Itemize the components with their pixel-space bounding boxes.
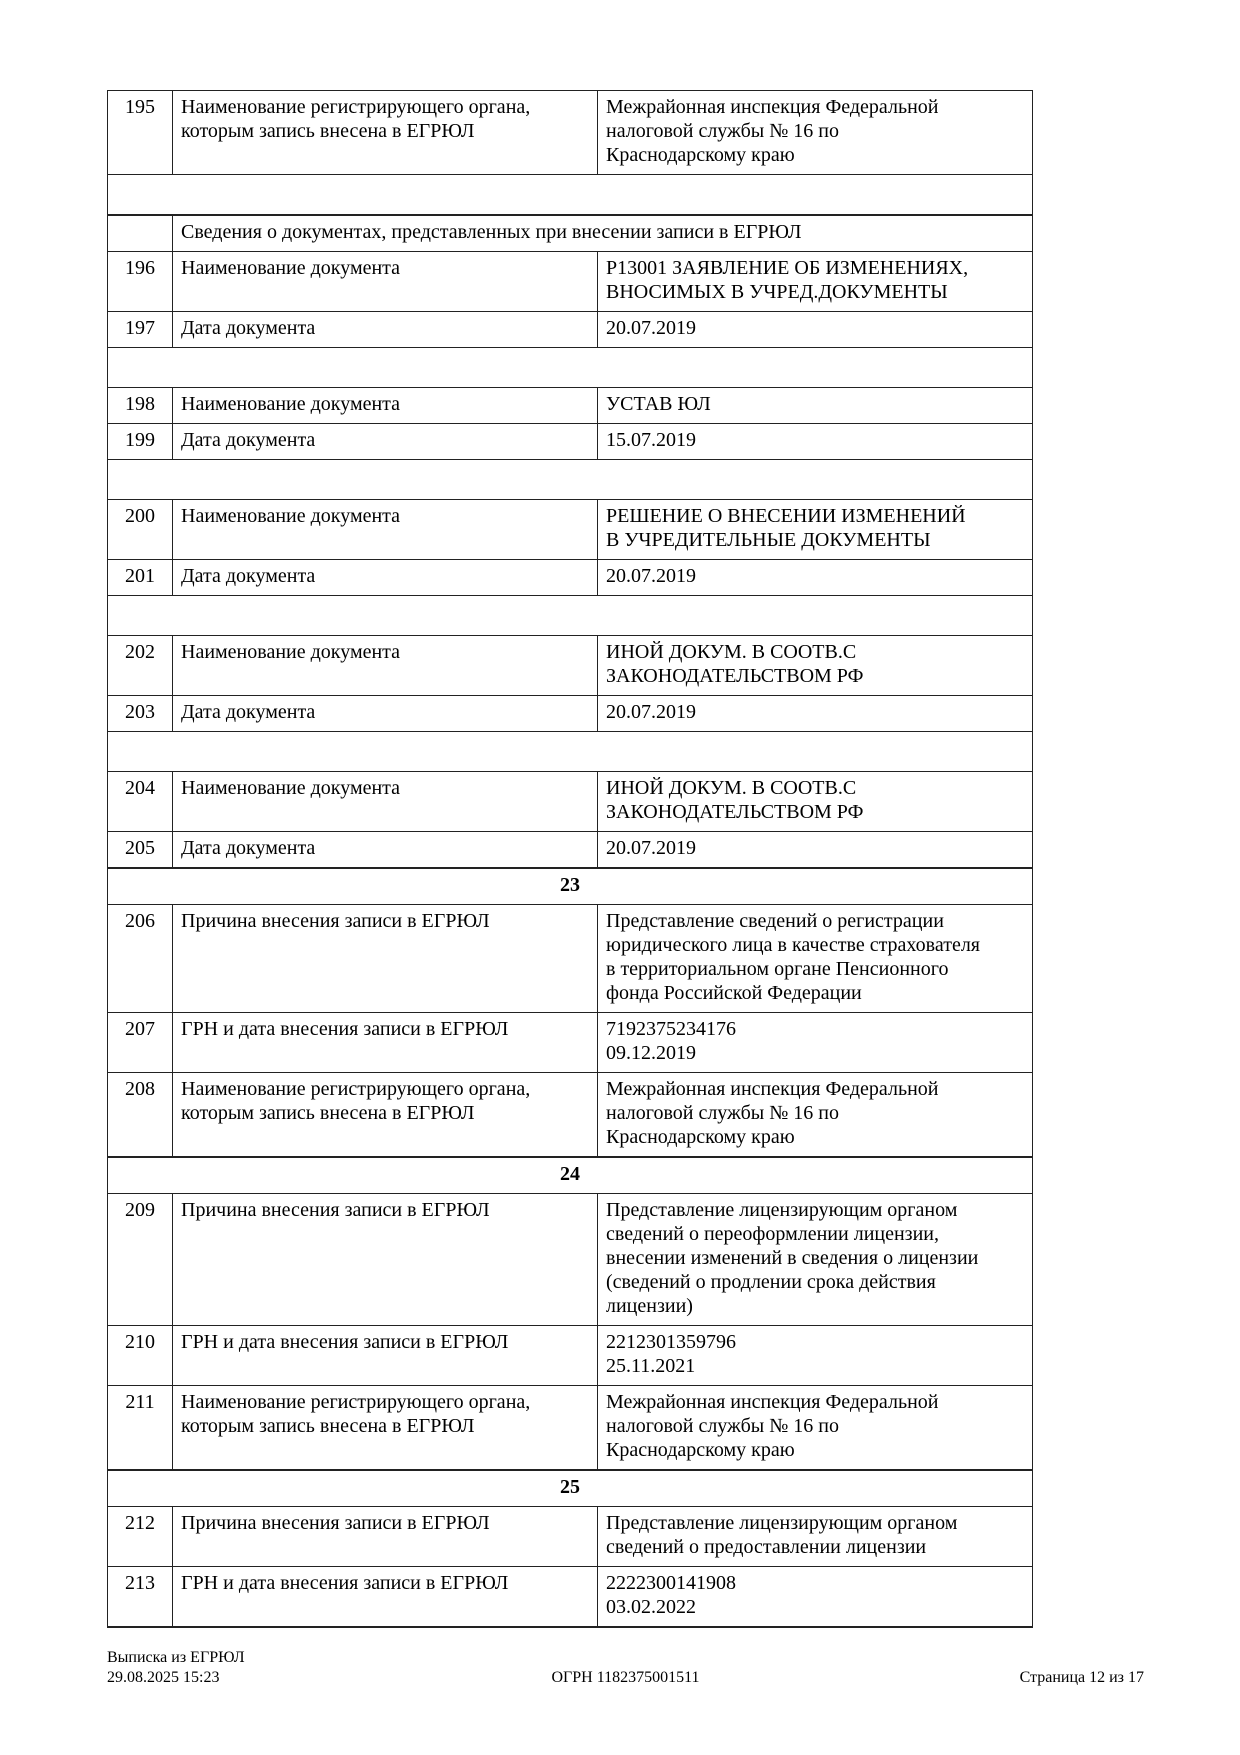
text-line: 25.11.2021 [606,1355,696,1377]
footer-datetime: 29.08.2025 15:23 [107,1669,220,1686]
text-line: Причина внесения записи в ЕГРЮЛ [181,1199,490,1221]
table-row [108,312,1033,348]
text-line: Причина внесения записи в ЕГРЮЛ [181,1512,490,1534]
text-line: 23 [560,874,580,896]
record-group-number-row [108,868,1033,905]
text-line: ЗАКОНОДАТЕЛЬСТВОМ РФ [606,665,864,687]
row-value-cell [598,1073,1033,1158]
text-line: внесении изменений в сведения о лицензии [606,1247,979,1269]
row-number-cell [108,772,173,832]
text-line: 03.02.2022 [606,1596,696,1618]
text-line: Р13001 ЗАЯВЛЕНИЕ ОБ ИЗМЕНЕНИЯХ, [606,257,969,279]
table-row [108,1507,1033,1567]
text-line: 200 [125,505,155,527]
record-group-number-row [108,1470,1033,1507]
text-line: 208 [125,1078,155,1100]
row-number-cell [108,1386,173,1471]
table-row [108,424,1033,460]
row-value-cell [598,1386,1033,1471]
table-row [108,636,1033,696]
text-line: 211 [125,1391,155,1413]
text-line: 213 [125,1572,155,1594]
text-line: ГРН и дата внесения записи в ЕГРЮЛ [181,1331,509,1353]
spacer-cell [108,175,1033,216]
text-line: которым запись внесена в ЕГРЮЛ [181,1415,475,1437]
spacer-row [108,596,1033,636]
text-line: Краснодарскому краю [606,1126,795,1148]
text-line: Межрайонная инспекция Федеральной [606,1078,939,1100]
text-line: юридического лица в качестве страхователя [606,934,981,956]
text-line: которым запись внесена в ЕГРЮЛ [181,1102,475,1124]
row-number-cell [108,91,173,175]
text-line: Причина внесения записи в ЕГРЮЛ [181,910,490,932]
text-line: Сведения о документах, представленных при внесении записи в ЕГРЮЛ [181,221,802,243]
text-line: 195 [125,96,155,118]
text-line: Дата документа [181,701,316,723]
table-row [108,252,1033,312]
text-line: 09.12.2019 [606,1042,696,1064]
table-row [108,832,1033,869]
text-line: которым запись внесена в ЕГРЮЛ [181,120,475,142]
row-label-cell [173,905,598,1013]
egrul-records-table [107,90,1033,1628]
text-line: Представление сведений о регистрации [606,910,944,932]
text-line: 20.07.2019 [606,837,696,859]
section-title-cell [173,215,1033,252]
text-line: (сведений о продлении срока действия [606,1271,936,1293]
text-line: 24 [560,1163,580,1185]
row-value-cell [598,560,1033,596]
row-label-cell [173,1013,598,1073]
text-line: 206 [125,910,155,932]
text-line: 201 [125,565,155,587]
spacer-cell [108,732,1033,772]
text-line: 199 [125,429,155,451]
row-number-cell [108,252,173,312]
row-number-cell [108,636,173,696]
spacer-row [108,175,1033,216]
section-title-row [108,215,1033,252]
text-line: 207 [125,1018,155,1040]
text-line: Дата документа [181,565,316,587]
row-number-cell [108,1013,173,1073]
row-value-cell [598,696,1033,732]
text-line: Дата документа [181,429,316,451]
text-line: Межрайонная инспекция Федеральной [606,1391,939,1413]
row-value-cell [598,832,1033,869]
row-label-cell [173,91,598,175]
footer-ogrn: ОГРН 1182375001511 [551,1669,700,1686]
row-number-cell [108,388,173,424]
row-label-cell [173,832,598,869]
row-label-cell [173,1073,598,1158]
table-row [108,696,1033,732]
row-number-cell [108,560,173,596]
text-line: 203 [125,701,155,723]
row-label-cell [173,312,598,348]
text-line: Наименование регистрирующего органа, [181,1391,531,1413]
row-label-cell [173,424,598,460]
row-number-cell [108,1326,173,1386]
row-value-cell [598,1507,1033,1567]
text-line: ГРН и дата внесения записи в ЕГРЮЛ [181,1572,509,1594]
row-value-cell [598,772,1033,832]
footer [107,1648,1144,1688]
row-label-cell [173,560,598,596]
footer-left-block [107,1648,245,1688]
text-line: Представление лицензирующим органом [606,1512,958,1534]
row-number-cell [108,500,173,560]
text-line: Дата документа [181,837,316,859]
text-line: Наименование документа [181,641,401,663]
table-row [108,91,1033,175]
row-number-cell [108,1073,173,1158]
row-label-cell [173,500,598,560]
footer-doc-type: Выписка из ЕГРЮЛ [107,1649,245,1666]
text-line: ГРН и дата внесения записи в ЕГРЮЛ [181,1018,509,1040]
text-line: ЗАКОНОДАТЕЛЬСТВОМ РФ [606,801,864,823]
spacer-cell [108,596,1033,636]
row-number-cell [108,312,173,348]
spacer-row [108,732,1033,772]
table-row [108,1326,1033,1386]
text-line: налоговой службы № 16 по [606,120,839,142]
text-line: Дата документа [181,317,316,339]
text-line: сведений о переоформлении лицензии, [606,1223,939,1245]
text-line: 196 [125,257,155,279]
text-line: 20.07.2019 [606,317,696,339]
text-line: Краснодарскому краю [606,1439,795,1461]
row-label-cell [173,1507,598,1567]
text-line: 202 [125,641,155,663]
group-number-cell [108,1470,1033,1507]
row-number-cell [108,424,173,460]
row-number-cell [108,832,173,869]
text-line: 2212301359796 [606,1331,736,1353]
row-label-cell [173,252,598,312]
text-line: 198 [125,393,155,415]
text-line: Межрайонная инспекция Федеральной [606,96,939,118]
row-number-cell [108,1507,173,1567]
row-number-cell [108,1194,173,1326]
text-line: Наименование документа [181,393,401,415]
text-line: 7192375234176 [606,1018,736,1040]
text-line: Наименование регистрирующего органа, [181,96,531,118]
row-label-cell [173,1326,598,1386]
row-value-cell [598,312,1033,348]
text-line: Представление лицензирующим органом [606,1199,958,1221]
text-line: сведений о предоставлении лицензии [606,1536,927,1558]
row-value-cell [598,388,1033,424]
text-line: Наименование регистрирующего органа, [181,1078,531,1100]
table-row [108,560,1033,596]
text-line: УСТАВ ЮЛ [606,393,711,415]
table-row [108,772,1033,832]
row-value-cell [598,1194,1033,1326]
row-number-cell [108,696,173,732]
row-value-cell [598,424,1033,460]
text-line: 197 [125,317,155,339]
text-line: 15.07.2019 [606,429,696,451]
text-line: РЕШЕНИЕ О ВНЕСЕНИИ ИЗМЕНЕНИЙ [606,505,966,527]
table-row [108,1194,1033,1326]
footer-page-indicator: Страница 12 из 17 [1019,1669,1144,1686]
text-line: в территориальном органе Пенсионного [606,958,949,980]
text-line: В УЧРЕДИТЕЛЬНЫЕ ДОКУМЕНТЫ [606,529,931,551]
row-value-cell [598,905,1033,1013]
row-value-cell [598,1326,1033,1386]
row-number-cell [108,215,173,252]
row-label-cell [173,1386,598,1471]
text-line: Наименование документа [181,777,401,799]
row-label-cell [173,388,598,424]
row-label-cell [173,1567,598,1628]
group-number-cell [108,1157,1033,1194]
text-line: лицензии) [606,1295,693,1317]
table-row [108,1386,1033,1471]
egrul-records-table-body [108,91,1033,1628]
row-value-cell [598,636,1033,696]
row-value-cell [598,1013,1033,1073]
table-row [108,905,1033,1013]
text-line: ИНОЙ ДОКУМ. В СООТВ.С [606,777,857,799]
row-number-cell [108,905,173,1013]
group-number-cell [108,868,1033,905]
text-line: 20.07.2019 [606,565,696,587]
text-line: 2222300141908 [606,1572,736,1594]
table-row [108,1567,1033,1628]
text-line: ВНОСИМЫХ В УЧРЕД.ДОКУМЕНТЫ [606,281,948,303]
text-line: фонда Российской Федерации [606,982,862,1004]
text-line: налоговой службы № 16 по [606,1415,839,1437]
text-line: 210 [125,1331,155,1353]
spacer-cell [108,348,1033,388]
row-value-cell [598,1567,1033,1628]
text-line: ИНОЙ ДОКУМ. В СООТВ.С [606,641,857,663]
row-value-cell [598,252,1033,312]
text-line: Наименование документа [181,505,401,527]
text-line: Наименование документа [181,257,401,279]
text-line: 204 [125,777,155,799]
text-line: 25 [560,1476,580,1498]
table-row [108,1013,1033,1073]
table-row [108,500,1033,560]
text-line: 20.07.2019 [606,701,696,723]
row-number-cell [108,1567,173,1628]
text-line: 212 [125,1512,155,1534]
text-line: 209 [125,1199,155,1221]
row-label-cell [173,1194,598,1326]
text-line: 205 [125,837,155,859]
text-line: налоговой службы № 16 по [606,1102,839,1124]
row-label-cell [173,636,598,696]
table-row [108,1073,1033,1158]
spacer-cell [108,460,1033,500]
text-line: Краснодарскому краю [606,144,795,166]
record-group-number-row [108,1157,1033,1194]
table-row [108,388,1033,424]
row-label-cell [173,696,598,732]
spacer-row [108,460,1033,500]
row-label-cell [173,772,598,832]
row-value-cell [598,500,1033,560]
spacer-row [108,348,1033,388]
row-value-cell [598,91,1033,175]
